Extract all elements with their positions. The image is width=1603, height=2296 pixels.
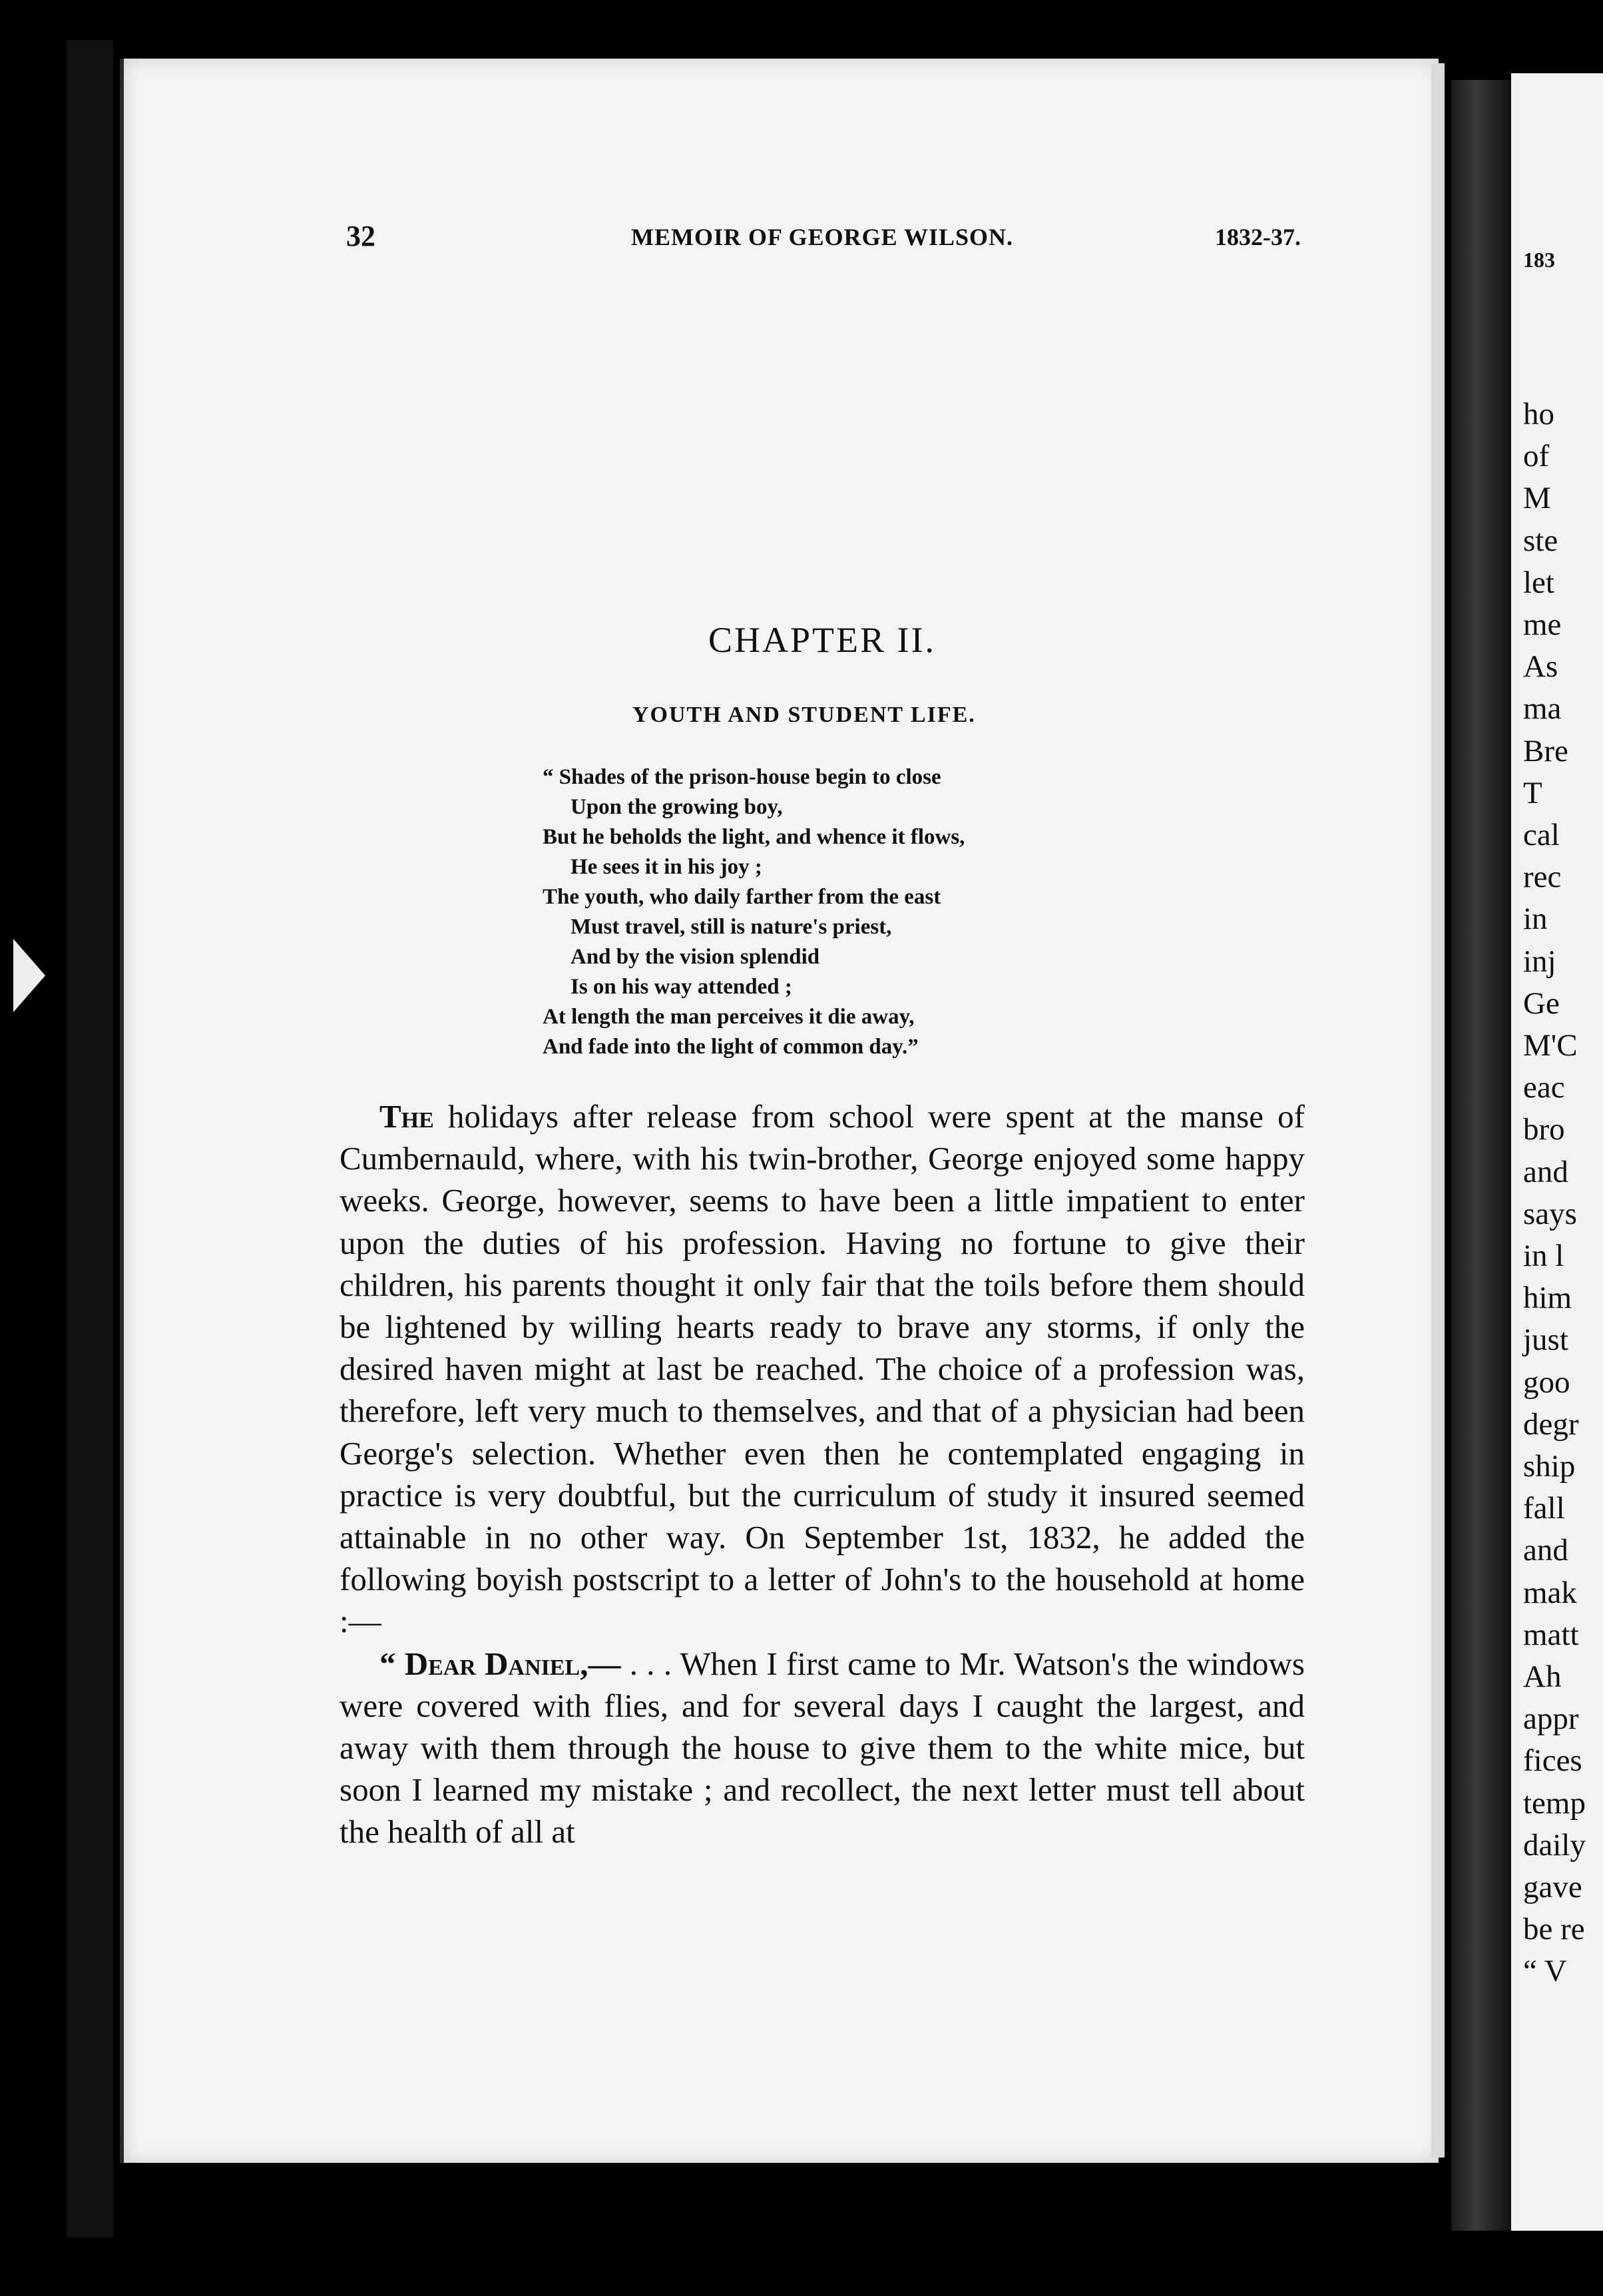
epigraph-line: But he beholds the light, and whence it flows, [543,825,965,849]
facing-page-fragment: and [1523,1154,1568,1189]
facing-page-fragment: temp [1523,1785,1586,1821]
facing-page-fragment: in [1523,902,1548,937]
epigraph-line: At length the man perceives it die away, [543,1005,915,1029]
epigraph-line: The youth, who daily farther from the east [543,885,941,909]
epigraph-line: Must travel, still is nature's priest, [571,915,892,939]
facing-page-fragment: “ V [1523,1954,1567,1989]
facing-page-fragment: Bre [1523,733,1568,768]
facing-page-fragment: Ge [1523,986,1560,1021]
facing-page-fragment: eac [1523,1070,1565,1105]
facing-page [1511,73,1603,2231]
letter-salutation: “ Dear Daniel,— [379,1645,621,1682]
edge-marker [13,939,45,1012]
facing-page-fragment: ma [1523,691,1562,726]
facing-page-fragment: him [1523,1281,1572,1316]
facing-page-fragment: cal [1523,818,1560,852]
facing-page-fragment: ste [1523,523,1558,558]
facing-page-fragment: mak [1523,1575,1577,1610]
facing-page-header: 183 [1523,248,1555,272]
facing-page-fragment: matt [1523,1617,1579,1652]
facing-page-fragment: bro [1523,1112,1565,1147]
facing-page-fragment: be re [1523,1912,1585,1947]
facing-page-fragment: ship [1523,1449,1576,1484]
facing-page-fragment: just [1523,1322,1568,1358]
year-range: 1832-37. [1215,224,1301,250]
facing-page-fragment: ho [1523,397,1554,431]
facing-page-fragment: says [1523,1196,1577,1231]
facing-page-fragment: M'C [1523,1028,1578,1063]
facing-page-fragment: T [1523,775,1542,810]
binding-edge [67,40,113,2237]
paragraph [340,1643,1305,1853]
facing-page-fragment: appr [1523,1701,1579,1737]
epigraph-line: And fade into the light of common day.” [543,1035,919,1059]
epigraph-line: And by the vision splendid [571,945,820,969]
facing-page-fragment: goo [1523,1364,1570,1400]
epigraph-line: He sees it in his joy ; [571,855,762,879]
paragraph-text: holidays after release from school were spent at the manse of Cumbernauld, where, with his twin-brother, George enjoyed some happy weeks. George, however, seems to have been a little impatient to enter upon the duties of his profession. Having no fortune to give their children, his parents thought it only fair that the toils before them should be lightened by willing hearts ready to brave any storms, if only the desired haven might at last be reached. The choice of a profession was, therefore, left very much to themselves, and that of a physician had been George's selection. Whether even then he contemplated engaging in practice is very doubtful, but the curriculum of study it insured seemed attainable in no other way. On September 1st, 1832, he added the following boyish postscript to a letter of John's to the household at home :— [340,1098,1305,1640]
book-title: MEMOIR OF GEORGE WILSON. [631,224,1014,250]
facing-page-fragment: of [1523,439,1550,474]
facing-page-fragment: daily [1523,1827,1586,1863]
facing-page-fragment: fall [1523,1491,1565,1526]
chapter-heading-block [0,619,1551,661]
epigraph-line: “ Shades of the prison-house begin to close [543,765,941,789]
facing-page-fragment: M [1523,481,1551,516]
facing-page-fragment: me [1523,607,1562,642]
chapter-subtitle: YOUTH AND STUDENT LIFE. [632,703,976,727]
facing-page-fragment: rec [1523,860,1562,895]
page-number: 32 [346,220,375,252]
facing-page-fragment: As [1523,649,1558,685]
chapter-heading: CHAPTER II. [708,620,936,660]
epigraph [543,762,965,1062]
facing-page-fragment: fices [1523,1743,1582,1779]
facing-page-fragment: degr [1523,1406,1579,1442]
facing-page-fragment: inj [1523,944,1556,979]
book-gutter [1451,80,1511,2231]
body-text [340,1095,1305,1853]
facing-page-fragment: and [1523,1533,1568,1568]
page-edge [1431,63,1445,2157]
epigraph-line: Upon the growing boy, [571,795,783,819]
paragraph-text: . . . When I first came to Mr. Watson's the windows were covered with flies, and for several days I caught the largest, and away with them through the house to give them to the white mice, but soon I learned my mistake ; and recollect, the next letter must tell about the health of all at [340,1645,1305,1851]
facing-page-fragment: Ah [1523,1659,1562,1694]
epigraph-line: Is on his way attended ; [571,975,792,999]
paragraph [340,1095,1305,1643]
paragraph-lead: The [379,1098,434,1135]
facing-page-fragment: let [1523,565,1554,600]
facing-page-fragment: in l [1523,1239,1564,1273]
facing-page-fragment: gave [1523,1870,1582,1904]
